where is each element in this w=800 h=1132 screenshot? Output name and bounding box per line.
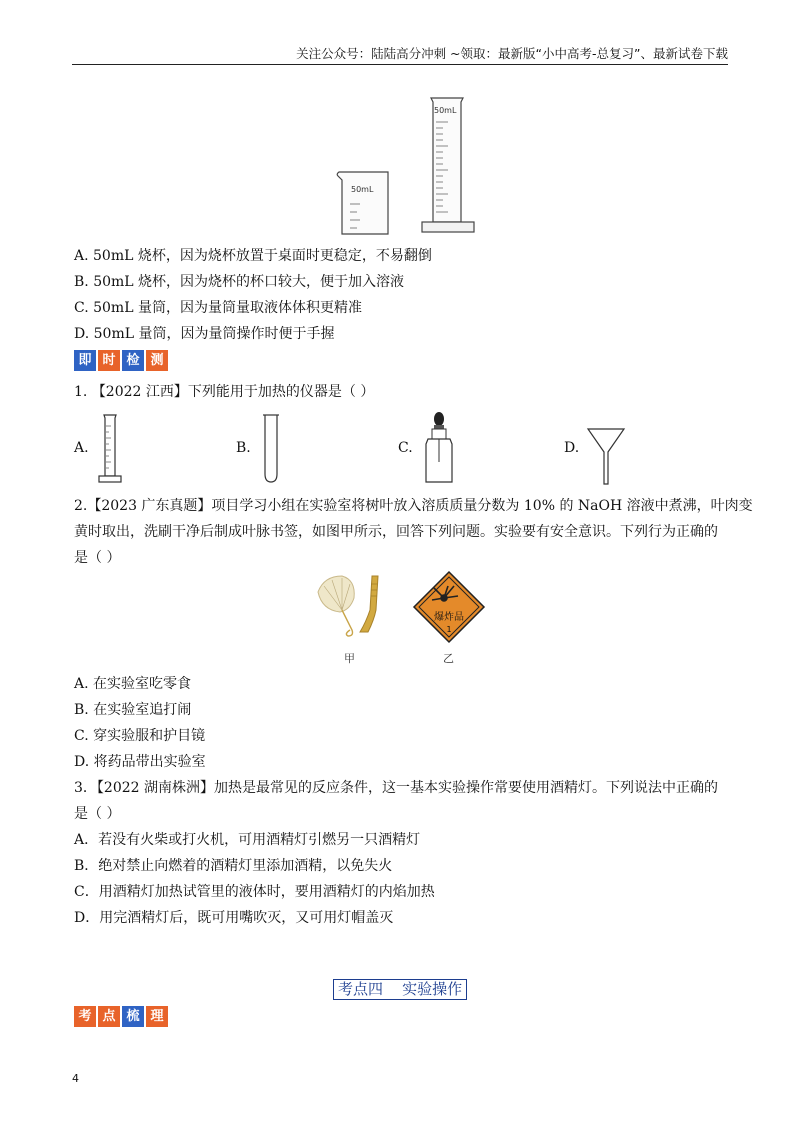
q3-option-b: B．绝对禁止向燃着的酒精灯里添加酒精，以免失火 [74,858,393,874]
dropper-bottle-icon [422,410,456,486]
header-text: 关注公众号：陆陆高分冲刺 ~领取：最新版“小中高考-总复习”、最新试卷下载 [296,46,728,61]
page-header [72,44,728,65]
q0-option-d: D. 50mL 量筒，因为量筒操作时便于手握 [74,326,335,342]
test-tube-icon [260,412,282,486]
q3-option-d: D．用完酒精灯后，既可用嘴吹灭，又可用灯帽盖灭 [74,910,394,926]
badge-char: 点 [98,1006,120,1027]
q1-label-b: B. [236,440,251,456]
q3-option-c: C．用酒精灯加热试管里的液体时，要用酒精灯的内焰加热 [74,884,435,900]
graduated-cylinder-icon [422,98,474,232]
badge-char: 考 [74,1006,96,1027]
topic-title: 考点四 实验操作 [333,979,467,1000]
sign-number: 1 [446,625,452,634]
caption-jia: 甲 [344,652,355,665]
q3-stem-line2: 是（ ） [74,806,121,822]
q0-option-a: A. 50mL 烧杯，因为烧杯放置于桌面时更稳定，不易翻倒 [74,248,432,264]
q1-label-c: C. [398,440,413,456]
page-number: 4 [72,1072,79,1085]
q3-stem-line1: 3．【2022 湖南株洲】加热是最常见的反应条件，这一基本实验操作常要使用酒精灯。下列说法中正确的 [74,780,718,796]
q2-stem-line2: 黄时取出，洗刷干净后制成叶脉书签，如图甲所示，回答下列问题。实验要有安全意识。下列行为正确的 [74,524,718,540]
q2-stem-line3: 是（ ） [74,550,121,566]
q2-option-a: A. 在实验室吃零食 [74,676,192,692]
leaf-bookmark-image [312,570,392,642]
funnel-icon [586,426,626,486]
q3-option-a: A．若没有火柴或打火机，可用酒精灯引燃另一只酒精灯 [74,832,421,848]
section-badge-instant-check [74,350,168,371]
q1-label-d: D. [564,440,580,456]
q2-stem-line1: 2.【2023 广东真题】项目学习小组在实验室将树叶放入溶质质量分数为 10% 的 NaOH 溶液中煮沸，叶肉变 [74,498,753,514]
badge-char: 梳 [122,1006,144,1027]
section-badge-key-points [74,1006,168,1027]
badge-char: 检 [122,350,144,371]
q0-option-b: B. 50mL 烧杯，因为烧杯的杯口较大，便于加入溶液 [74,274,405,290]
q1-label-a: A. [74,440,89,456]
cylinder-label: 50mL [434,106,457,115]
beaker-icon [337,172,388,234]
q2-option-d: D. 将药品带出实验室 [74,754,206,770]
badge-char: 理 [146,1006,168,1027]
badge-char: 测 [146,350,168,371]
beaker-label: 50mL [351,185,374,194]
q1-stem: 1. 【2022 江西】下列能用于加热的仪器是（ ） [74,384,375,400]
sign-text: 爆炸品 [434,612,464,623]
graduated-cylinder-icon [96,412,124,486]
explosives-hazard-sign-icon [412,570,486,644]
q0-option-c: C. 50mL 量筒，因为量筒量取液体体积更精准 [74,300,362,316]
beaker-cylinder-figure [330,92,475,240]
q2-option-c: C. 穿实验服和护目镜 [74,728,206,744]
caption-yi: 乙 [443,652,454,665]
badge-char: 时 [98,350,120,371]
q2-option-b: B. 在实验室追打闹 [74,702,192,718]
badge-char: 即 [74,350,96,371]
